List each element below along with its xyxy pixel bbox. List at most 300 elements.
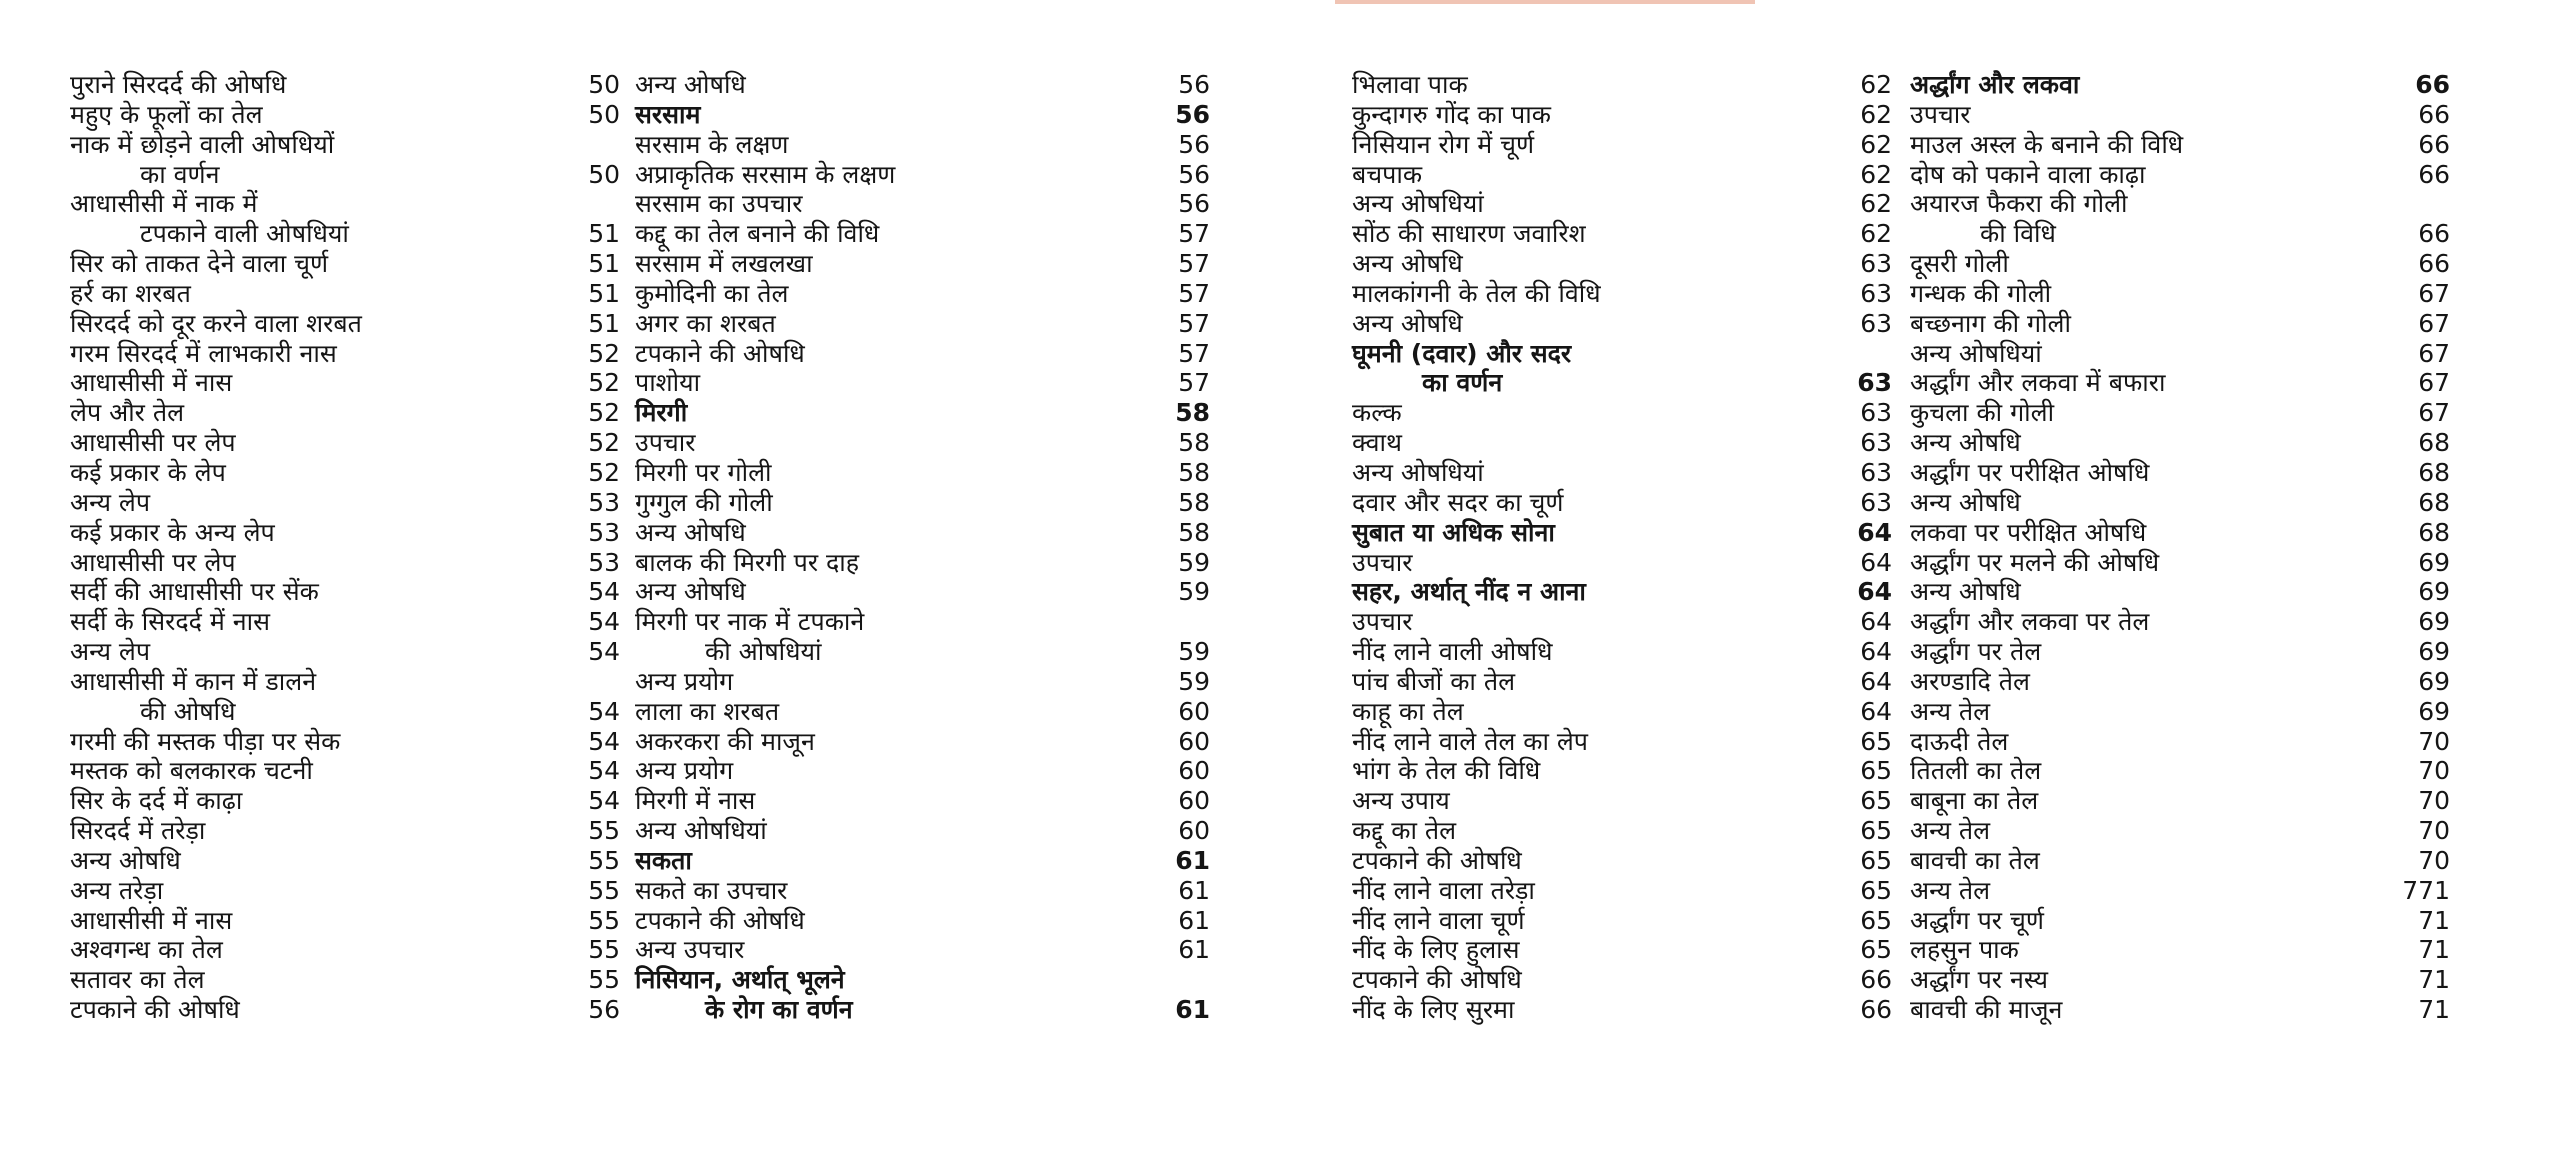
toc-entry-title: अन्य ओषधियां	[1910, 338, 2042, 368]
toc-entry-title: क्वाथ	[1352, 428, 1402, 458]
toc-entry-page-number: 56	[588, 995, 620, 1025]
toc-entry-page-number: 60	[1178, 816, 1210, 846]
toc-entry	[1910, 727, 2450, 757]
toc-entry-page-number: 52	[588, 338, 620, 368]
toc-entry-page-number: 68	[2418, 487, 2450, 517]
toc-entry	[1352, 130, 1892, 160]
toc-entry-title: पाशोया	[635, 368, 701, 398]
toc-entry-title: आधासीसी पर लेप	[70, 547, 236, 577]
toc-entry-page-number: 50	[588, 99, 620, 129]
toc-entry-title: सतावर का तेल	[70, 965, 205, 995]
toc-entry-page-number: 55	[588, 965, 620, 995]
toc-entry-page-number: 55	[588, 905, 620, 935]
toc-entry-title: अर्द्धांग और लकवा पर तेल	[1910, 607, 2150, 637]
toc-entry	[635, 786, 1210, 816]
toc-entry-page-number: 67	[2418, 398, 2450, 428]
toc-entry-title: टपकाने की ओषधि	[635, 905, 805, 935]
toc-entry	[70, 607, 620, 637]
toc-entry-title: अन्य लेप	[70, 487, 151, 517]
toc-entry-page-number: 57	[1178, 368, 1210, 398]
toc-entry-page-number: 68	[2418, 457, 2450, 487]
toc-entry-page-number: 69	[2418, 696, 2450, 726]
toc-entry-page-number: 66	[2418, 219, 2450, 249]
toc-entry-page-number: 65	[1860, 935, 1892, 965]
toc-entry-title: अर्द्धांग पर मलने की ओषधि	[1910, 547, 2160, 577]
toc-entry-title: सरसाम	[635, 99, 701, 129]
toc-entry	[70, 189, 620, 219]
toc-entry-page-number: 71	[2418, 995, 2450, 1025]
toc-entry-page-number: 771	[2402, 875, 2450, 905]
toc-entry-title: हर्र का शरबत	[70, 278, 191, 308]
toc-entry-page-number: 65	[1860, 845, 1892, 875]
toc-entry-title: गरमी की मस्तक पीड़ा पर सेक	[70, 726, 341, 756]
toc-entry-page-number: 53	[588, 547, 620, 577]
toc-entry-page-number: 55	[588, 935, 620, 965]
toc-entry	[70, 816, 620, 846]
toc-entry-title: कुन्दागरु गोंद का पाक	[1352, 99, 1551, 129]
toc-entry-page-number: 63	[1860, 428, 1892, 458]
toc-entry	[635, 130, 1210, 160]
toc-entry-title: काहू का तेल	[1352, 696, 1464, 726]
toc-entry	[70, 160, 620, 190]
toc-entry	[635, 339, 1210, 369]
toc-entry	[1352, 667, 1892, 697]
toc-entry-title: पांच बीजों का तेल	[1352, 666, 1516, 696]
toc-entry-title: टपकाने की ओषधि	[1352, 845, 1522, 875]
toc-entry-page-number: 60	[1178, 786, 1210, 816]
toc-entry-title: बाबूना का तेल	[1910, 786, 2039, 816]
toc-entry-title: आधासीसी में नास	[70, 905, 233, 935]
toc-entry	[635, 249, 1210, 279]
toc-entry-page-number: 57	[1178, 338, 1210, 368]
toc-entry-page-number: 70	[2418, 786, 2450, 816]
toc-entry	[1910, 428, 2450, 458]
toc-entry	[1352, 398, 1892, 428]
toc-entry-page-number: 50	[588, 159, 620, 189]
toc-entry-title: आधासीसी पर लेप	[70, 428, 236, 458]
toc-entry-title: सहर, अर्थात् नींद न आना	[1352, 577, 1586, 607]
toc-entry-title: नाक में छोड़ने वाली ओषधियों	[70, 129, 335, 159]
toc-entry-page-number: 64	[1860, 547, 1892, 577]
toc-entry-title: सर्दी के सिरदर्द में नास	[70, 607, 270, 637]
toc-entry-title: सोंठ की साधारण जवारिश	[1352, 219, 1586, 249]
toc-entry-page-number: 67	[2418, 278, 2450, 308]
toc-entry-page-number: 65	[1860, 875, 1892, 905]
toc-entry	[635, 518, 1210, 548]
toc-entry-page-number: 65	[1860, 756, 1892, 786]
toc-entry-page-number: 53	[588, 517, 620, 547]
toc-entry-page-number: 66	[2418, 129, 2450, 159]
toc-entry-title: अकरकरा की माजून	[635, 726, 815, 756]
toc-entry	[1910, 249, 2450, 279]
toc-entry-title: अर्द्धांग और लकवा	[1910, 70, 2080, 99]
toc-entry-page-number: 65	[1860, 816, 1892, 846]
toc-entry	[635, 458, 1210, 488]
toc-entry-title: टपकाने वाली ओषधियां	[140, 219, 349, 249]
toc-entry-title: निसियान रोग में चूर्ण	[1352, 129, 1535, 159]
toc-entry-title: अन्य ओषधि	[1910, 577, 2021, 607]
toc-entry	[1352, 339, 1892, 369]
toc-entry	[1910, 995, 2450, 1025]
toc-entry-page-number: 58	[1178, 517, 1210, 547]
toc-entry-title: मिरगी पर नाक में टपकाने	[635, 607, 865, 637]
toc-entry-page-number: 63	[1860, 398, 1892, 428]
toc-entry	[1910, 189, 2450, 219]
toc-entry	[1352, 219, 1892, 249]
toc-entry-page-number: 70	[2418, 816, 2450, 846]
toc-entry-title: सकता	[635, 845, 692, 875]
toc-entry	[635, 667, 1210, 697]
toc-entry-page-number: 58	[1178, 457, 1210, 487]
toc-entry-page-number: 52	[588, 368, 620, 398]
toc-entry	[635, 697, 1210, 727]
toc-entry-page-number: 58	[1178, 428, 1210, 458]
toc-entry-title: सकते का उपचार	[635, 875, 788, 905]
toc-entry	[1910, 458, 2450, 488]
toc-entry	[1910, 637, 2450, 667]
toc-entry-page-number: 59	[1178, 637, 1210, 667]
toc-entry	[70, 398, 620, 428]
toc-entry	[1910, 935, 2450, 965]
toc-entry-page-number: 51	[588, 219, 620, 249]
toc-entry	[635, 607, 1210, 637]
toc-entry-title: सर्दी की आधासीसी पर सेंक	[70, 577, 319, 607]
toc-entry-title: सुबात या अधिक सोना	[1352, 517, 1555, 547]
toc-entry-title: बावची का तेल	[1910, 845, 2040, 875]
toc-entry-page-number: 63	[1860, 487, 1892, 517]
toc-entry-title: अन्य तेल	[1910, 875, 1991, 905]
toc-entry-title: की विधि	[1980, 219, 2056, 249]
toc-entry	[70, 130, 620, 160]
toc-entry-page-number: 61	[1178, 875, 1210, 905]
toc-entry	[1352, 70, 1892, 100]
toc-entry-title: दोष को पकाने वाला काढ़ा	[1910, 159, 2146, 189]
toc-entry-page-number: 71	[2418, 965, 2450, 995]
toc-entry	[1352, 816, 1892, 846]
toc-entry-title: नींद लाने वाला चूर्ण	[1352, 905, 1525, 935]
toc-entry-title: अन्य ओषधियां	[1352, 189, 1484, 219]
toc-entry	[1352, 458, 1892, 488]
toc-entry-page-number: 54	[588, 786, 620, 816]
toc-entry	[635, 219, 1210, 249]
toc-entry	[1910, 219, 2450, 249]
toc-entry	[70, 279, 620, 309]
toc-entry-title: महुए के फूलों का तेल	[70, 99, 263, 129]
toc-entry-title: नींद लाने वाले तेल का लेप	[1352, 726, 1589, 756]
toc-entry-title: अर्द्धांग पर तेल	[1910, 637, 2042, 667]
toc-entry	[1910, 70, 2450, 100]
toc-entry	[70, 548, 620, 578]
toc-entry-page-number: 62	[1860, 219, 1892, 249]
toc-entry-page-number: 62	[1860, 99, 1892, 129]
toc-entry-title: अप्राकृतिक सरसाम के लक्षण	[635, 159, 896, 189]
toc-entry	[1910, 965, 2450, 995]
toc-entry-page-number: 69	[2418, 637, 2450, 667]
toc-entry	[635, 816, 1210, 846]
toc-entry-title: लहसुन पाक	[1910, 935, 2019, 965]
toc-entry-page-number: 71	[2418, 905, 2450, 935]
toc-entry	[1352, 249, 1892, 279]
toc-entry	[1352, 100, 1892, 130]
toc-entry-title: आधासीसी में नाक में	[70, 189, 258, 219]
toc-entry-title: अर्द्धांग पर नस्य	[1910, 965, 2049, 995]
toc-entry	[635, 189, 1210, 219]
toc-entry	[70, 846, 620, 876]
toc-entry	[1352, 756, 1892, 786]
toc-entry-page-number: 61	[1178, 905, 1210, 935]
toc-entry-title: उपचार	[1910, 99, 1971, 129]
toc-entry-page-number: 64	[1860, 666, 1892, 696]
toc-entry-title: दूसरी गोली	[1910, 249, 2009, 279]
toc-entry-title: भिलावा पाक	[1352, 70, 1468, 99]
toc-entry-title: कल्क	[1352, 398, 1402, 428]
toc-entry-title: सरसाम के लक्षण	[635, 129, 789, 159]
toc-entry-page-number: 50	[588, 70, 620, 99]
toc-entry	[70, 249, 620, 279]
toc-entry-title: गुग्गुल की गोली	[635, 487, 773, 517]
toc-entry-page-number: 63	[1860, 308, 1892, 338]
toc-entry	[635, 906, 1210, 936]
toc-entry-page-number: 58	[1178, 487, 1210, 517]
toc-entry-page-number: 52	[588, 428, 620, 458]
toc-entry-title: बचपाक	[1352, 159, 1423, 189]
toc-entry-page-number: 59	[1178, 547, 1210, 577]
toc-entry-title: सिरदर्द में तरेड़ा	[70, 816, 206, 846]
toc-entry-title: नींद लाने वाला तरेड़ा	[1352, 875, 1535, 905]
toc-entry-title: अर्द्धांग पर परीक्षित ओषधि	[1910, 457, 2150, 487]
toc-entry	[70, 906, 620, 936]
toc-entry	[635, 756, 1210, 786]
toc-column	[1352, 70, 1892, 1025]
toc-entry-page-number: 71	[2418, 935, 2450, 965]
toc-entry-page-number: 51	[588, 249, 620, 279]
toc-entry-title: अन्य तेल	[1910, 816, 1991, 846]
toc-entry	[1910, 130, 2450, 160]
toc-entry-title: कई प्रकार के अन्य लेप	[70, 517, 275, 547]
toc-entry	[1910, 667, 2450, 697]
toc-entry-title: अर्द्धांग पर चूर्ण	[1910, 905, 2044, 935]
toc-entry-page-number: 52	[588, 398, 620, 428]
toc-entry-title: आधासीसी में कान में डालने	[70, 666, 317, 696]
toc-entry	[1352, 786, 1892, 816]
toc-entry-page-number: 55	[588, 816, 620, 846]
toc-entry-page-number: 61	[1175, 995, 1210, 1025]
toc-entry-title: मिरगी में नास	[635, 786, 756, 816]
toc-entry-page-number: 67	[2418, 368, 2450, 398]
toc-entry-title: घूमनी (दवार) और सदर	[1352, 338, 1572, 368]
toc-entry-title: अन्य ओषधि	[635, 577, 746, 607]
toc-entry-title: मिरगी	[635, 398, 688, 428]
toc-entry	[635, 428, 1210, 458]
toc-entry	[1352, 189, 1892, 219]
toc-entry-page-number: 69	[2418, 547, 2450, 577]
toc-entry-title: बावची की माजून	[1910, 995, 2063, 1025]
toc-entry-page-number: 64	[1857, 577, 1892, 607]
toc-entry-title: आधासीसी में नास	[70, 368, 233, 398]
toc-entry-title: कद्दू का तेल बनाने की विधि	[635, 219, 880, 249]
toc-entry-page-number: 60	[1178, 726, 1210, 756]
toc-entry	[70, 876, 620, 906]
toc-entry	[1910, 577, 2450, 607]
toc-entry-page-number: 62	[1860, 159, 1892, 189]
toc-entry	[635, 995, 1210, 1025]
toc-entry-page-number: 68	[2418, 517, 2450, 547]
toc-entry-title: लकवा पर परीक्षित ओषधि	[1910, 517, 2147, 547]
toc-column	[1910, 70, 2450, 1025]
toc-entry-page-number: 66	[2418, 249, 2450, 279]
toc-entry-page-number: 57	[1178, 278, 1210, 308]
toc-entry	[1910, 398, 2450, 428]
toc-entry-page-number: 54	[588, 577, 620, 607]
toc-entry-page-number: 60	[1178, 756, 1210, 786]
toc-entry-page-number: 66	[2415, 70, 2450, 99]
toc-entry-page-number: 63	[1857, 368, 1892, 398]
toc-entry-page-number: 55	[588, 845, 620, 875]
toc-entry-title: अन्य ओषधि	[1910, 487, 2021, 517]
toc-entry	[1352, 906, 1892, 936]
toc-entry-title: अन्य उपचार	[635, 935, 745, 965]
toc-entry-page-number: 56	[1178, 70, 1210, 99]
toc-entry-title: अन्य ओषधि	[635, 70, 746, 99]
toc-entry-title: टपकाने की ओषधि	[635, 338, 805, 368]
toc-entry-title: गन्धक की गोली	[1910, 278, 2052, 308]
toc-entry	[1352, 965, 1892, 995]
toc-entry	[1352, 697, 1892, 727]
toc-entry-page-number: 66	[2418, 159, 2450, 189]
toc-entry-page-number: 59	[1178, 666, 1210, 696]
toc-entry	[70, 518, 620, 548]
toc-entry	[70, 368, 620, 398]
toc-entry-page-number: 64	[1860, 696, 1892, 726]
toc-entry	[1910, 518, 2450, 548]
toc-entry-page-number: 56	[1178, 129, 1210, 159]
toc-entry-title: मिरगी पर गोली	[635, 457, 772, 487]
toc-entry-page-number: 54	[588, 756, 620, 786]
toc-entry-title: अन्य ओषधियां	[635, 816, 767, 846]
toc-entry-title: अन्य प्रयोग	[635, 666, 734, 696]
toc-entry-title: का वर्णन	[140, 159, 220, 189]
toc-entry	[1910, 786, 2450, 816]
toc-entry	[1910, 279, 2450, 309]
toc-entry-page-number: 62	[1860, 70, 1892, 99]
toc-entry-title: अन्य उपाय	[1352, 786, 1450, 816]
toc-entry-title: अन्य ओषधि	[70, 845, 181, 875]
toc-entry	[1910, 846, 2450, 876]
toc-entry-title: अर्द्धांग और लकवा में बफारा	[1910, 368, 2166, 398]
toc-entry-page-number: 60	[1178, 696, 1210, 726]
toc-entry-title: नींद लाने वाली ओषधि	[1352, 637, 1553, 667]
toc-entry	[1352, 876, 1892, 906]
toc-entry	[635, 398, 1210, 428]
toc-entry-title: टपकाने की ओषधि	[1352, 965, 1522, 995]
toc-entry-title: बालक की मिरगी पर दाह	[635, 547, 860, 577]
toc-entry-page-number: 51	[588, 278, 620, 308]
toc-entry-page-number: 68	[2418, 428, 2450, 458]
toc-entry-title: अन्य ओषधि	[1352, 308, 1463, 338]
toc-entry-title: माउल अस्ल के बनाने की विधि	[1910, 129, 2184, 159]
toc-entry-page-number: 53	[588, 487, 620, 517]
toc-entry	[1910, 697, 2450, 727]
toc-entry-title: सरसाम का उपचार	[635, 189, 803, 219]
toc-entry-page-number: 56	[1178, 159, 1210, 189]
toc-entry	[1910, 160, 2450, 190]
toc-entry	[70, 935, 620, 965]
toc-entry-page-number: 65	[1860, 726, 1892, 756]
toc-entry	[635, 935, 1210, 965]
toc-entry	[70, 667, 620, 697]
toc-entry	[1352, 727, 1892, 757]
toc-entry	[635, 637, 1210, 667]
toc-entry	[1910, 816, 2450, 846]
toc-entry-page-number: 64	[1860, 607, 1892, 637]
toc-column	[70, 70, 620, 1025]
toc-entry	[70, 995, 620, 1025]
toc-entry-page-number: 70	[2418, 845, 2450, 875]
toc-entry	[1352, 846, 1892, 876]
toc-entry	[635, 846, 1210, 876]
toc-entry-title: उपचार	[1352, 607, 1413, 637]
toc-entry	[70, 70, 620, 100]
toc-entry	[1910, 607, 2450, 637]
toc-entry-page-number: 66	[1860, 995, 1892, 1025]
toc-entry-title: उपचार	[1352, 547, 1413, 577]
toc-entry-page-number: 61	[1175, 845, 1210, 875]
toc-entry-title: सिर के दर्द में काढ़ा	[70, 786, 243, 816]
toc-entry	[70, 458, 620, 488]
toc-entry	[70, 697, 620, 727]
toc-entry	[635, 279, 1210, 309]
toc-entry-title: अन्य प्रयोग	[635, 756, 734, 786]
toc-entry	[1352, 518, 1892, 548]
toc-entry-title: की ओषधियां	[705, 637, 822, 667]
toc-entry-title: मालकांगनी के तेल की विधि	[1352, 278, 1601, 308]
toc-entry	[1910, 548, 2450, 578]
toc-entry-title: तितली का तेल	[1910, 756, 2042, 786]
toc-entry-page-number: 63	[1860, 249, 1892, 279]
toc-entry-title: कुचला की गोली	[1910, 398, 2055, 428]
toc-entry	[70, 756, 620, 786]
toc-entry-title: अन्य ओषधि	[1352, 249, 1463, 279]
toc-column	[635, 70, 1210, 1025]
toc-entry-title: लाला का शरबत	[635, 696, 780, 726]
toc-entry-title: गरम सिरदर्द में लाभकारी नास	[70, 338, 337, 368]
toc-entry-title: नींद के लिए हुलास	[1352, 935, 1520, 965]
toc-entry-title: कुमोदिनी का तेल	[635, 278, 789, 308]
toc-entry-page-number: 62	[1860, 129, 1892, 159]
toc-entry-title: दाऊदी तेल	[1910, 726, 2009, 756]
toc-entry-title: अयारज फैकरा की गोली	[1910, 189, 2128, 219]
toc-entry-title: उपचार	[635, 428, 696, 458]
toc-entry-title: अन्य ओषधि	[635, 517, 746, 547]
toc-entry-page-number: 69	[2418, 607, 2450, 637]
toc-entry-title: लेप और तेल	[70, 398, 185, 428]
toc-entry-page-number: 54	[588, 726, 620, 756]
toc-entry	[635, 488, 1210, 518]
toc-entry	[1910, 368, 2450, 398]
toc-entry-page-number: 52	[588, 457, 620, 487]
toc-entry-title: नींद के लिए सुरमा	[1352, 995, 1515, 1025]
toc-entry	[1910, 756, 2450, 786]
toc-entry-page-number: 64	[1857, 517, 1892, 547]
toc-entry-title: मस्तक को बलकारक चटनी	[70, 756, 313, 786]
toc-entry-page-number: 70	[2418, 756, 2450, 786]
toc-entry-title: अगर का शरबत	[635, 308, 776, 338]
toc-entry-page-number: 56	[1178, 189, 1210, 219]
toc-entry-page-number: 65	[1860, 786, 1892, 816]
toc-entry-page-number: 54	[588, 607, 620, 637]
toc-entry-title: अरण्डादि तेल	[1910, 666, 2030, 696]
toc-entry-page-number: 66	[2418, 99, 2450, 129]
